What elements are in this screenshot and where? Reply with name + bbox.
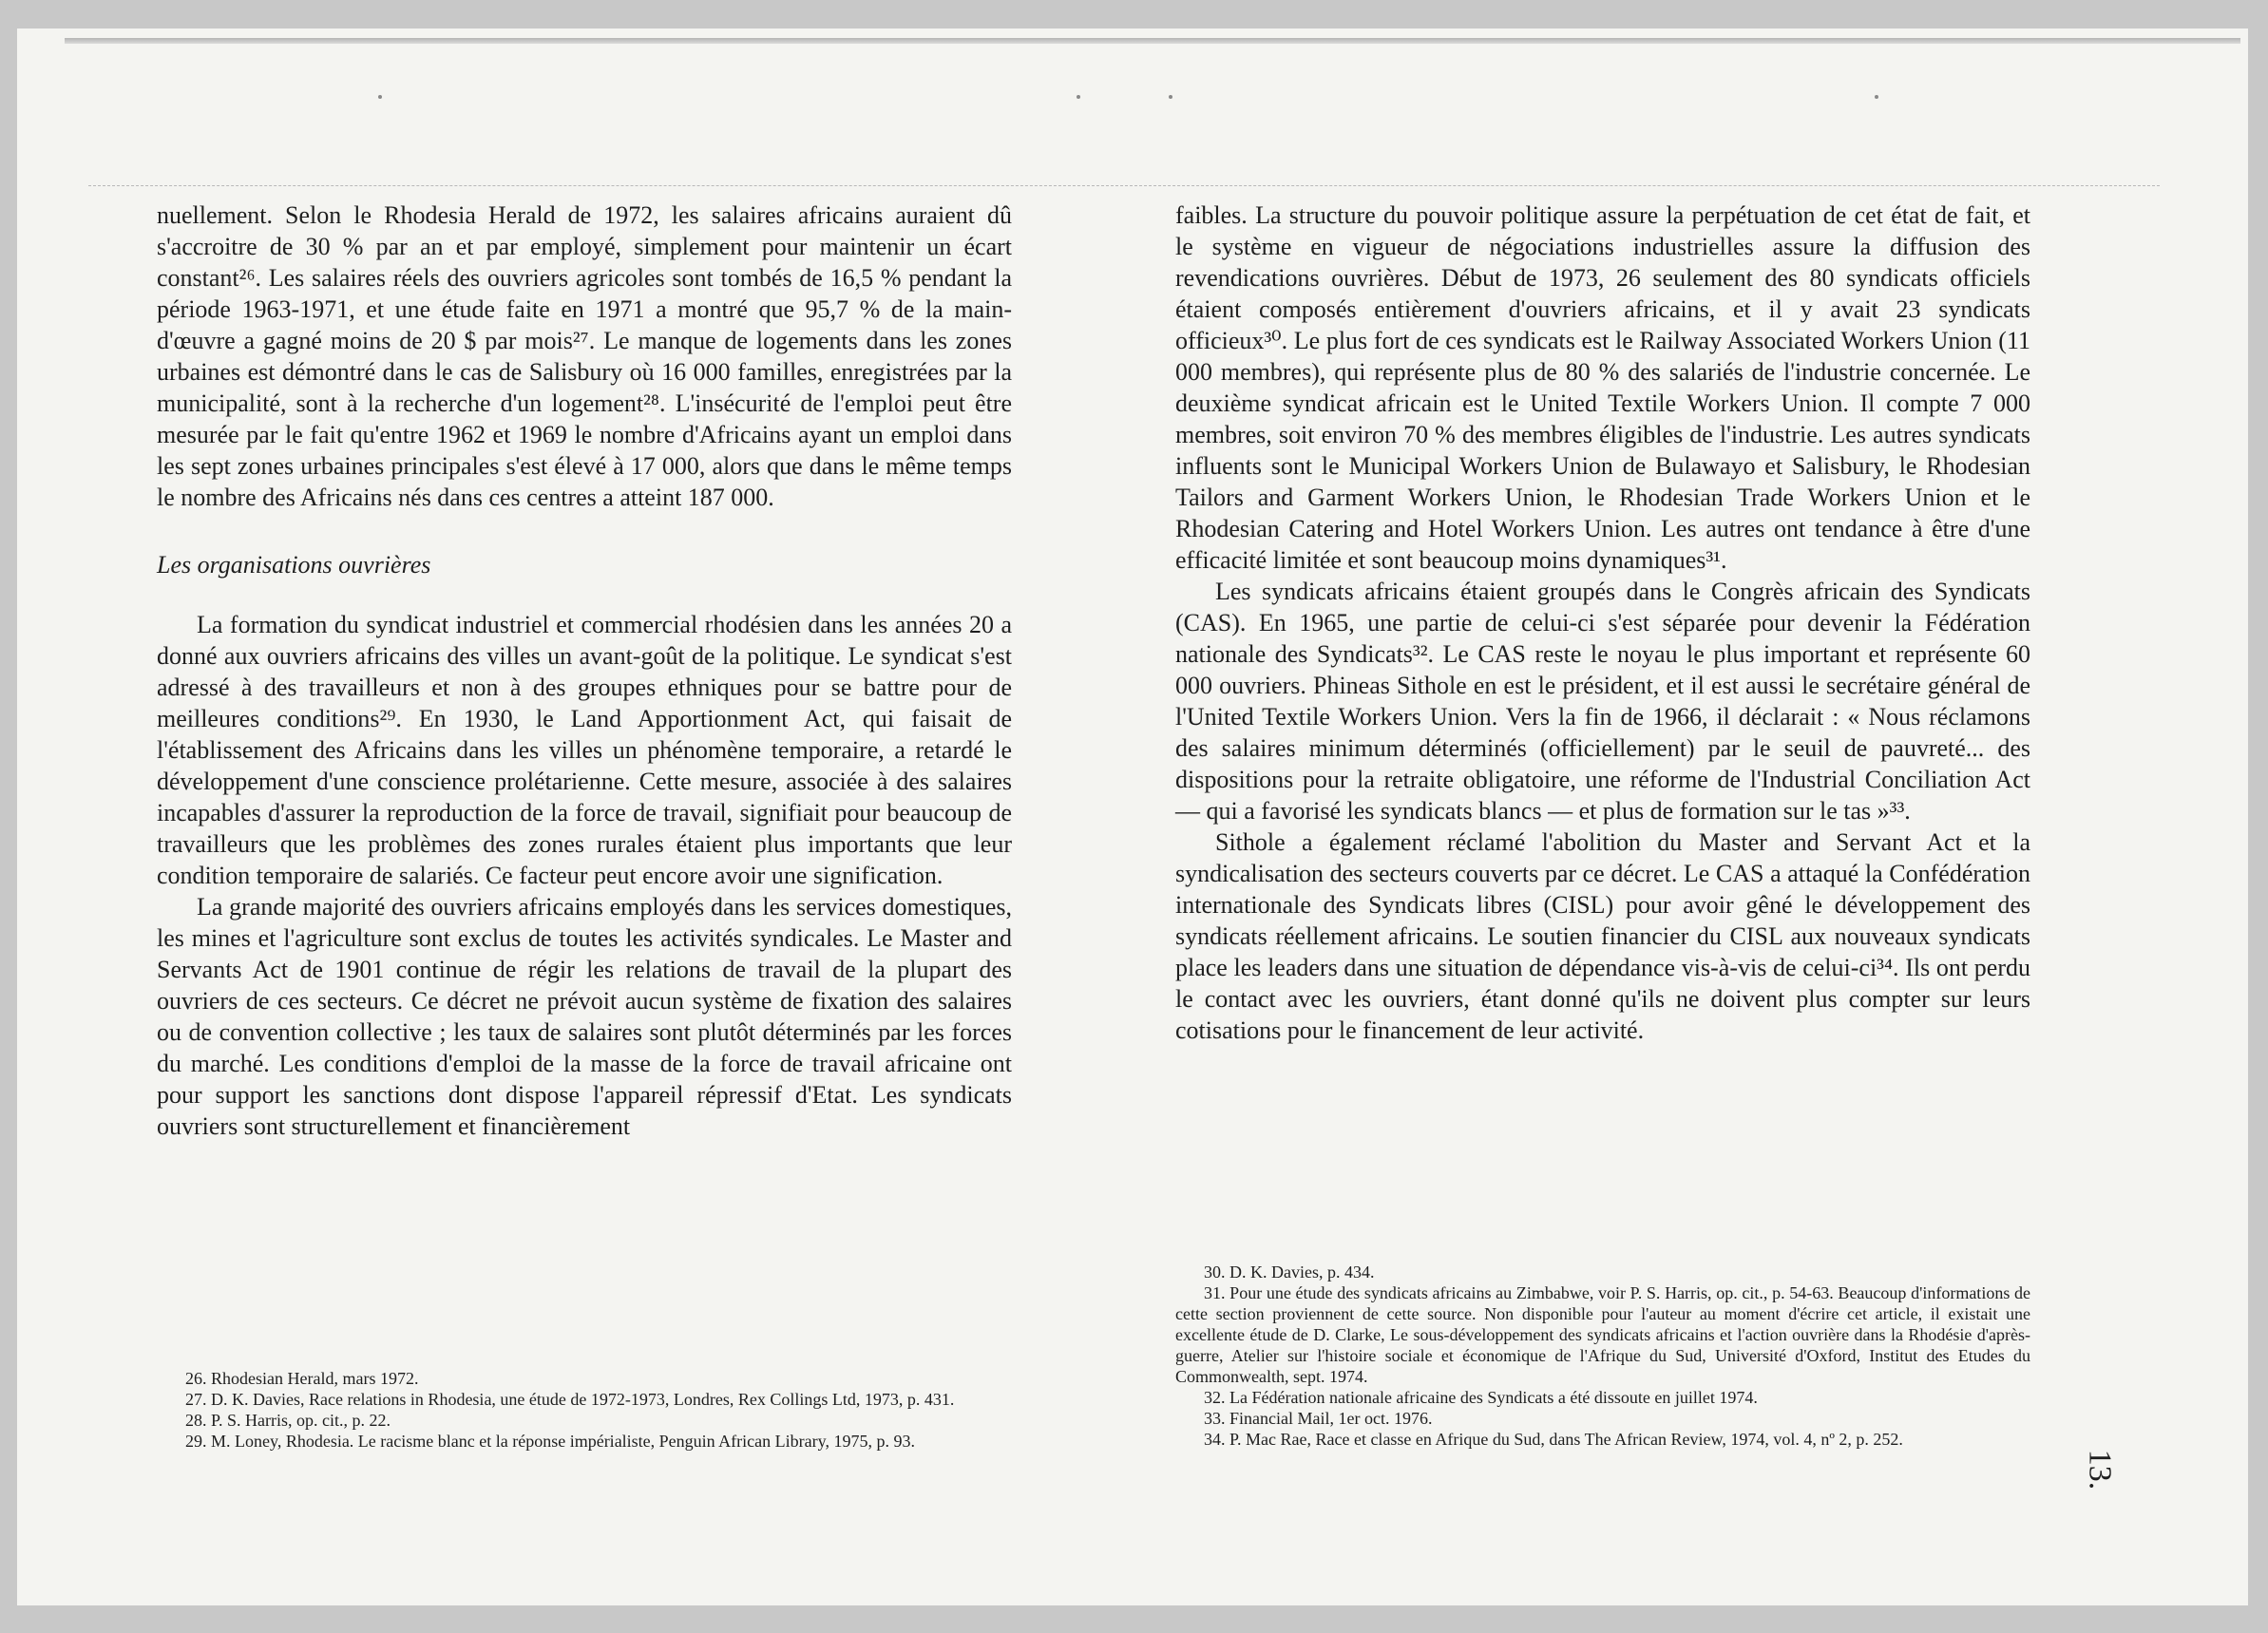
footnote-32: 32. La Fédération nationale africaine des Syndicats a été dissoute en juillet 1974. <box>1204 1388 1758 1407</box>
footnote-27: 27. D. K. Davies, Race relations in Rhodesia, une étude de 1972-1973, Londres, Rex Collings Ltd, 1973, p. 431. <box>185 1390 955 1409</box>
right-paragraph-2: Les syndicats africains étaient groupés dans le Congrès africain des Syndicats (CAS). En 1965, une partie de celui-ci s'est séparée pour devenir la Fédération nationale des Syndicats³². Le CAS reste le noyau le plus important et représente 60 000 ouvriers. Phineas Sithole en est le président, et il est aussi le secrétaire général de l'United Textile Workers Union. Vers la fin de 1966, il déclarait : « Nous réclamons des salaires minimum déterminés (officiellement) par le seuil de pauvreté... des dispositions pour la retraite obligatoire, une réforme de l'Industrial Conciliation Act — qui a favorisé les syndicats blancs — et plus de formation sur le tas »³³. <box>1175 578 2030 825</box>
left-paragraph-1: nuellement. Selon le Rhodesia Herald de 1972, les salaires africains auraient dû s'accroitre de 30 % par an et par employé, simplement pour maintenir un écart constant²⁶. Les salaires réels des ouvriers agricoles sont tombés de 16,5 % pendant la période 1963-1971, et une étude faite en 1971 a montré que 95,7 % de la main-d'œuvre a gagné moins de 20 $ par mois²⁷. Le manque de logements dans les zones urbaines est démontré dans le cas de Salisbury où 16 000 familles, enregistrées par la municipalité, sont à la recherche d'un logement²⁸. L'insécurité de l'emploi peut être mesurée par le fait qu'entre 1962 et 1969 le nombre d'Africains ayant un emploi dans les sept zones urbaines principales s'est élevé à 17 000, alors que dans le même temps le nombre des Africains nés dans ces centres a atteint 187 000. <box>157 201 1012 511</box>
right-paragraph-3: Sithole a également réclamé l'abolition du Master and Servant Act et la syndicalisation des secteurs couverts par ce décret. Le CAS a attaqué la Confédération internationale des Syndicats libres (CISL) pour avoir gêné le développement des syndicats réellement africains. Le soutien financier du CISL aux nouveaux syndicats place les leaders dans une situation de dépendance vis-à-vis de celui-ci³⁴. Ils ont perdu le contact avec les ouvriers, étant donné qu'ils ne doivent plus compter sur leurs cotisations pour le financement de leur activité. <box>1175 828 2030 1044</box>
footnote-34: 34. P. Mac Rae, Race et classe en Afrique du Sud, dans The African Review, 1974, vol. 4, nº 2, p. 252. <box>1204 1430 1903 1449</box>
scan-speck <box>1875 95 1878 99</box>
right-column <box>1175 199 2030 1046</box>
page-number: 13. <box>2082 1449 2118 1491</box>
footnote-30: 30. D. K. Davies, p. 434. <box>1204 1263 1375 1282</box>
scan-speck <box>1169 95 1172 99</box>
scan-speck <box>1077 95 1080 99</box>
left-footnotes <box>157 1368 1012 1452</box>
right-footnotes <box>1175 1262 2030 1450</box>
left-column <box>157 199 1012 1142</box>
right-paragraph-1: faibles. La structure du pouvoir politique assure la perpétuation de cet état de fait, et le système en vigueur de négociations industrielles assure la diffusion des revendications ouvrières. Début de 1973, 26 seulement des 80 syndicats officiels étaient composés entièrement d'ouvriers africains, et il y avait 23 syndicats officieux³⁰. Le plus fort de ces syndicats est le Railway Associated Workers Union (11 000 membres), qui représente plus de 80 % des salariés de l'industrie concernée. Le deuxième syndicat africain est le United Textile Workers Union. Il compte 7 000 membres, soit environ 70 % des membres éligibles de l'industrie. Les autres syndicats influents sont le Municipal Workers Union de Bulawayo et Salisbury, le Rhodesian Tailors and Garment Workers Union, le Rhodesian Trade Workers Union et le Rhodesian Catering and Hotel Workers Union. Les autres ont tendance à être d'une efficacité limitée et sont beaucoup moins dynamiques³¹. <box>1175 201 2030 574</box>
scan-speck <box>378 95 382 99</box>
left-paragraph-2: La formation du syndicat industriel et commercial rhodésien dans les années 20 a donné aux ouvriers africains des villes un avant-goût de la politique. Le syndicat s'est adressé à des travailleurs et non à des groupes ethniques pour se battre pour de meilleures conditions²⁹. En 1930, le Land Apportionment Act, qui faisait de l'établissement des Africains dans les villes un phénomène temporaire, a retardé le développement d'une conscience prolétarienne. Cette mesure, associée à des salaires incapables d'assurer la reproduction de la force de travail, signifiait pour beaucoup de travailleurs que les problèmes des zones rurales étaient plus importants que leur condition temporaire de salariés. Ce facteur peut encore avoir une signification. <box>157 611 1012 889</box>
section-heading: Les organisations ouvrières <box>157 551 431 579</box>
left-paragraph-3: La grande majorité des ouvriers africains employés dans les services domestiques, les mines et l'agriculture sont exclus de toutes les activités syndicales. Le Master and Servants Act de 1901 continue de régir les relations de travail de la plupart des ouvriers de ces secteurs. Ce décret ne prévoit aucun système de fixation des salaires ou de convention collective ; les taux de salaires sont plutôt déterminés par les forces du marché. Les conditions d'emploi de la masse de la force de travail africaine ont pour support les sanctions dont dispose l'appareil répressif d'Etat. Les syndicats ouvriers sont structurellement et financièrement <box>157 893 1012 1140</box>
footnote-26: 26. Rhodesian Herald, mars 1972. <box>185 1369 419 1388</box>
footnote-28: 28. P. S. Harris, op. cit., p. 22. <box>185 1411 391 1430</box>
scan-top-edge <box>65 38 2240 44</box>
crop-line <box>88 185 2160 186</box>
footnote-31: 31. Pour une étude des syndicats africains au Zimbabwe, voir P. S. Harris, op. cit., p. 54-63. Beaucoup d'informations de cette section proviennent de cette source. Non disponible pour l'auteur au moment d'écrire cet article, il existait une excellente étude de D. Clarke, Le sous-développement des syndicats africains et l'action ouvrière dans la Rhodésie d'après-guerre, Atelier sur l'histoire sociale et économique de l'Afrique du Sud, Université d'Oxford, Institut des Etudes du Commonwealth, sept. 1974. <box>1175 1283 2030 1386</box>
footnote-29: 29. M. Loney, Rhodesia. Le racisme blanc et la réponse impérialiste, Penguin African Library, 1975, p. 93. <box>185 1432 915 1451</box>
footnote-33: 33. Financial Mail, 1er oct. 1976. <box>1204 1409 1433 1428</box>
